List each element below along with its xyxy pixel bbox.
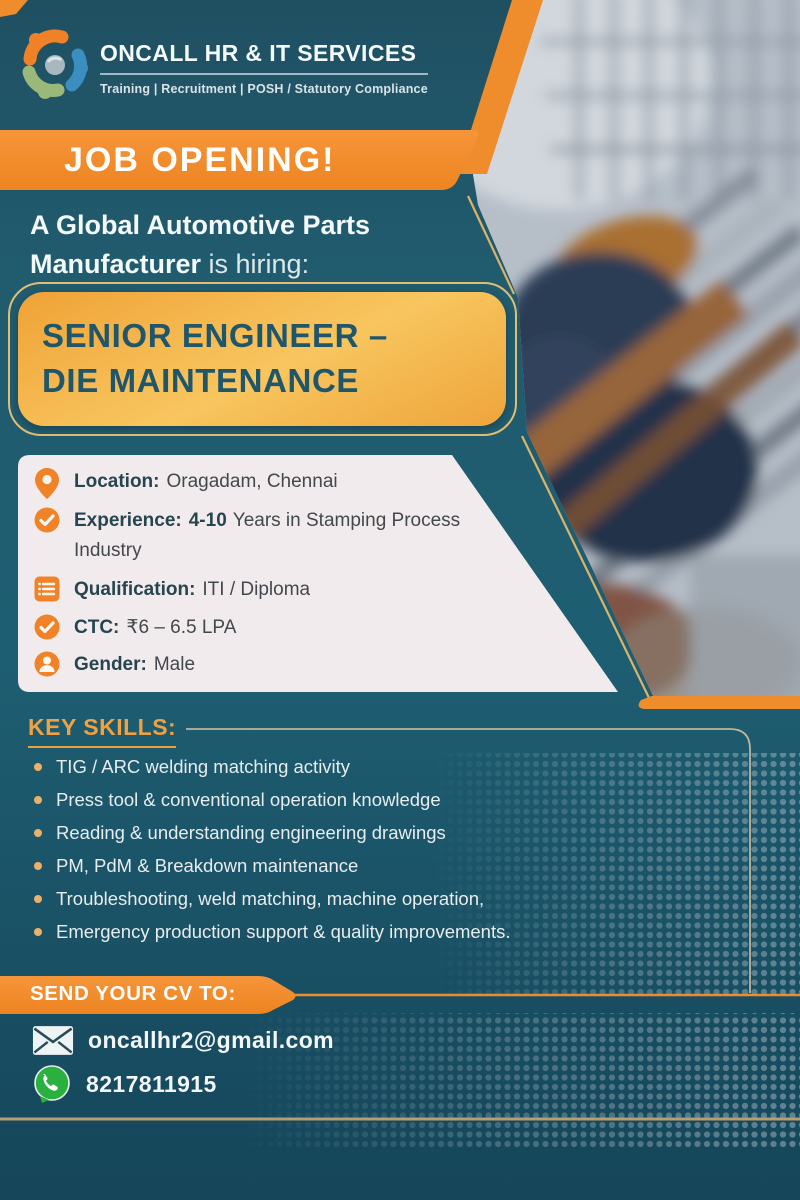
detail-row-gender: Gender: Male <box>34 650 494 680</box>
bullet-icon <box>34 796 42 804</box>
brand-divider <box>100 73 428 75</box>
company-logo-icon <box>14 24 94 104</box>
key-skills-heading: KEY SKILLS: <box>28 714 176 748</box>
skill-item <box>34 750 734 783</box>
bullet-icon <box>34 895 42 903</box>
company-name: ONCALL HR & IT SERVICES <box>100 40 417 66</box>
skill-text: TIG / ARC welding matching activity <box>56 755 351 777</box>
bullet-icon <box>34 829 42 837</box>
skill-item <box>34 783 734 816</box>
phone-row[interactable] <box>32 1064 217 1104</box>
skill-text: Reading & understanding engineering drawings <box>56 821 446 843</box>
email-row[interactable] <box>32 1025 334 1056</box>
company-tagline: Training | Recruitment | POSH / Statutory Compliance <box>100 82 428 96</box>
email-text[interactable]: oncallhr2@gmail.com <box>88 1027 335 1053</box>
skill-item <box>34 849 734 882</box>
qualification-icon <box>34 576 60 602</box>
skill-item <box>34 882 734 915</box>
location-pin-icon <box>34 468 60 500</box>
skill-text: Press tool & conventional operation knowledge <box>56 788 441 810</box>
email-icon <box>32 1025 74 1056</box>
job-title-text: SENIOR ENGINEER – DIE MAINTENANCE <box>42 317 388 399</box>
job-title-box <box>18 292 506 426</box>
intro-bold: A Global Automotive Parts Manufacturer <box>30 210 371 279</box>
check-circle-icon <box>34 507 60 533</box>
intro-regular: is hiring: <box>201 249 310 279</box>
corner-accent <box>0 0 28 17</box>
intro-text <box>30 206 470 284</box>
phone-text[interactable]: 8217811915 <box>86 1070 217 1097</box>
job-opening-title: JOB OPENING! <box>64 141 336 179</box>
skill-item <box>34 816 734 849</box>
send-cv-heading: SEND YOUR CV TO: <box>30 982 236 1005</box>
detail-row-ctc: CTC: ₹6 – 6.5 LPA <box>34 613 494 643</box>
key-skills-list <box>34 750 734 948</box>
bullet-icon <box>34 763 42 771</box>
bullet-icon <box>34 928 42 936</box>
brand-block <box>100 40 440 96</box>
person-icon <box>34 651 60 677</box>
skill-item <box>34 915 734 948</box>
photo-bottom-strip <box>639 696 800 709</box>
check-circle-icon <box>34 614 60 640</box>
bullet-icon <box>34 862 42 870</box>
skill-text: PM, PdM & Breakdown maintenance <box>56 854 359 876</box>
whatsapp-icon <box>32 1064 72 1104</box>
skill-text: Emergency production support & quality improvements. <box>56 920 511 942</box>
skill-text: Troubleshooting, weld matching, machine operation, <box>56 887 485 909</box>
detail-row-location: Location: Oragadam, Chennai <box>34 467 494 500</box>
detail-row-qualification: Qualification: ITI / Diploma <box>34 575 494 605</box>
detail-row-experience: Experience: 4-10 Years in Stamping Process Industry <box>34 506 464 566</box>
